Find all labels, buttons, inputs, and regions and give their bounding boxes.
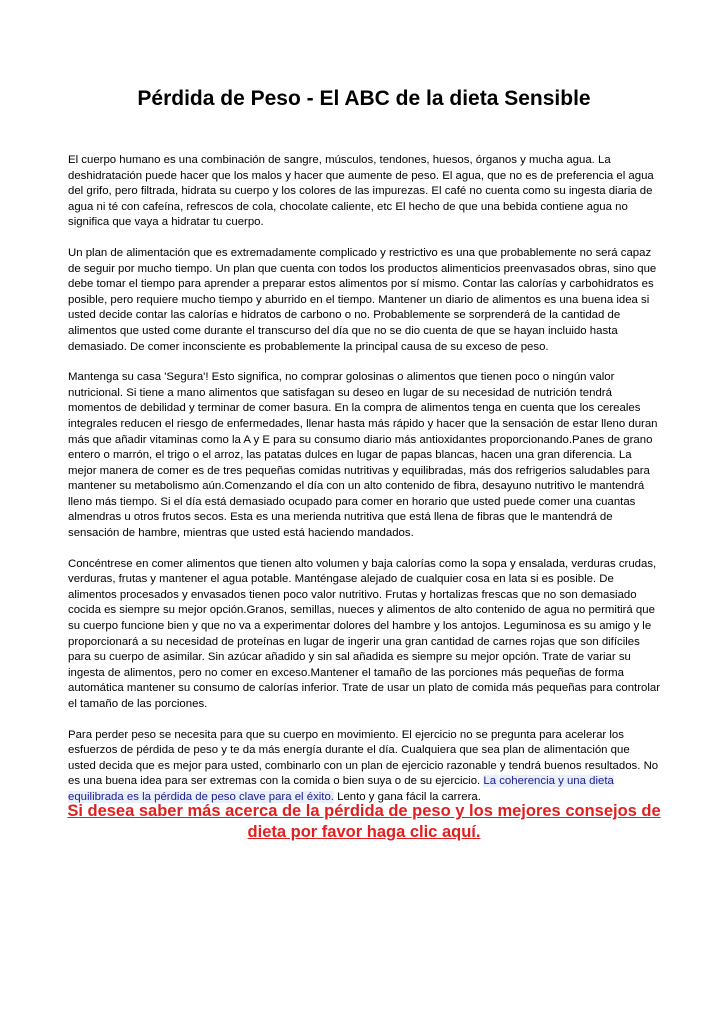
paragraph-exercise-ending: Lento y gana fácil la carrera.	[333, 790, 481, 803]
paragraph-hydration: El cuerpo humano es una combinación de sangre, músculos, tendones, huesos, órganos y mucha agua. La deshidratación puede hacer que los malos y hacer que aumente de peso. El agua, que no es de preferencia el agua del grifo, pero filtrada, hidrata su cuerpo y los colores de las impurezas. El café no cuenta como su ingesta diaria de agua ni té con cafeína, refrescos de cola, chocolate caliente, etc El hecho de que una bebida contiene agua no significa que vaya a hidratar tu cuerpo.	[68, 154, 654, 229]
paragraph-safe-home: Mantenga su casa 'Segura'! Esto significa, no comprar golosinas o alimentos que tienen poco o ningún valor nutricional. Si tiene a mano alimentos que satisfagan su deseo en lugar de su necesidad de nutrición tendrá momentos de debilidad y terminar de comer basura. En la compra de alimentos tenga en cuenta que los cereales integrales reducen el riesgo de enfermedades, llenar hasta más rápido y hacer que la sensación de estar lleno duran más que añadir vitaminas como la A y E para su consumo diario más antioxidantes proporcionando.Panes de grano entero o marrón, el trigo o el arroz, las patatas dulces en lugar de papas blancas, hacen una gran diferencia. La mejor manera de comer es de tres pequeñas comidas nutritivas y equilibradas, más dos refrigerios saludables para mantener su metabolismo aún.Comenzando el día con un alto contenido de fibra, desayuno nutritivo le mantendrá lleno más tiempo. Si el día está demasiado ocupado para comer en horario que usted puede comer una cuantas almendras u otros frutos secos. Esta es una merienda nutritiva que está llena de fibras que le mantendrá de sensación de hambre, mientras que usted está haciendo mandados.	[68, 371, 658, 540]
diet-tips-link[interactable]: Si desea saber más acerca de la pérdida de peso y los mejores consejos de dieta por favor haga clic aquí.	[67, 802, 661, 841]
paragraph-food-volume: Concéntrese en comer alimentos que tienen alto volumen y baja calorías como la sopa y ensalada, verduras crudas, verduras, frutas y mantener el agua potable. Manténgase alejado de cualquier cosa en lata si es posible. De alimentos procesados y envasados tienen poco valor nutritivo. Frutas y hortalizas frescas que no son demasiado cocida es siempre su mejor opción.Granos, semillas, nueces y alimentos de alto contenido de agua no permitirá que su cuerpo funcione bien y que no va a experimentar dolores del hambre y los antojos. Leguminosa es su amigo y le proporcionará a su necesidad de proteínas en lugar de ingerir una gran cantidad de carnes rojas que son difíciles para su cuerpo de asimilar. Sin azúcar añadido y sin sal añadida es siempre su mejor opción. Trate de variar su ingesta de alimentos, pero no comer en exceso.Mantener el tamaño de las porciones más pequeñas de forma automática mantener su consumo de calorías inferior. Trate de usar un plato de comida más pequeñas para controlar el tamaño de las porciones.	[68, 557, 661, 710]
paragraph-exercise	[68, 728, 660, 806]
paragraph-exercise-text: Para perder peso se necesita para que su cuerpo en movimiento. El ejercicio no se pregunta para acelerar los esfuerzos de pérdida de peso y te da más energía durante el día. Cualquiera que sea plan de alimentación que usted decida que es mejor para usted, combinarlo con un plan de ejercicio razonable y tendrá buenos resultados. No es una buena idea para ser extremas con la comida o bien suya o de su ejercicio.	[68, 728, 659, 788]
article-body	[68, 153, 660, 821]
page-title: Pérdida de Peso - El ABC de la dieta Sensible	[137, 87, 591, 110]
paragraph-meal-plan: Un plan de alimentación que es extremadamente complicado y restrictivo es una que probablemente no será capaz de seguir por mucho tiempo. Un plan que cuenta con todos los productos alimenticios preenvasados obras, sino que debe tomar el tiempo para aprender a preparar estos alimentos por sí mismo. Contar las calorías y carbohidratos es posible, pero requiere mucho tiempo y aburrido en el tiempo. Mantener un diario de alimentos es una buena idea si usted decide contar las calorías e hidratos de carbono o no. Probablemente se sorprenderá de la cantidad de alimentos que usted come durante el transcurso del día que no se dio cuenta de que se hayan incluido hasta demasiado. De comer inconsciente es probablemente la principal causa de su exceso de peso.	[68, 246, 657, 353]
highlighted-sentence: La coherencia y una dieta equilibrada es la pérdida de peso clave para el éxito.	[68, 775, 614, 803]
